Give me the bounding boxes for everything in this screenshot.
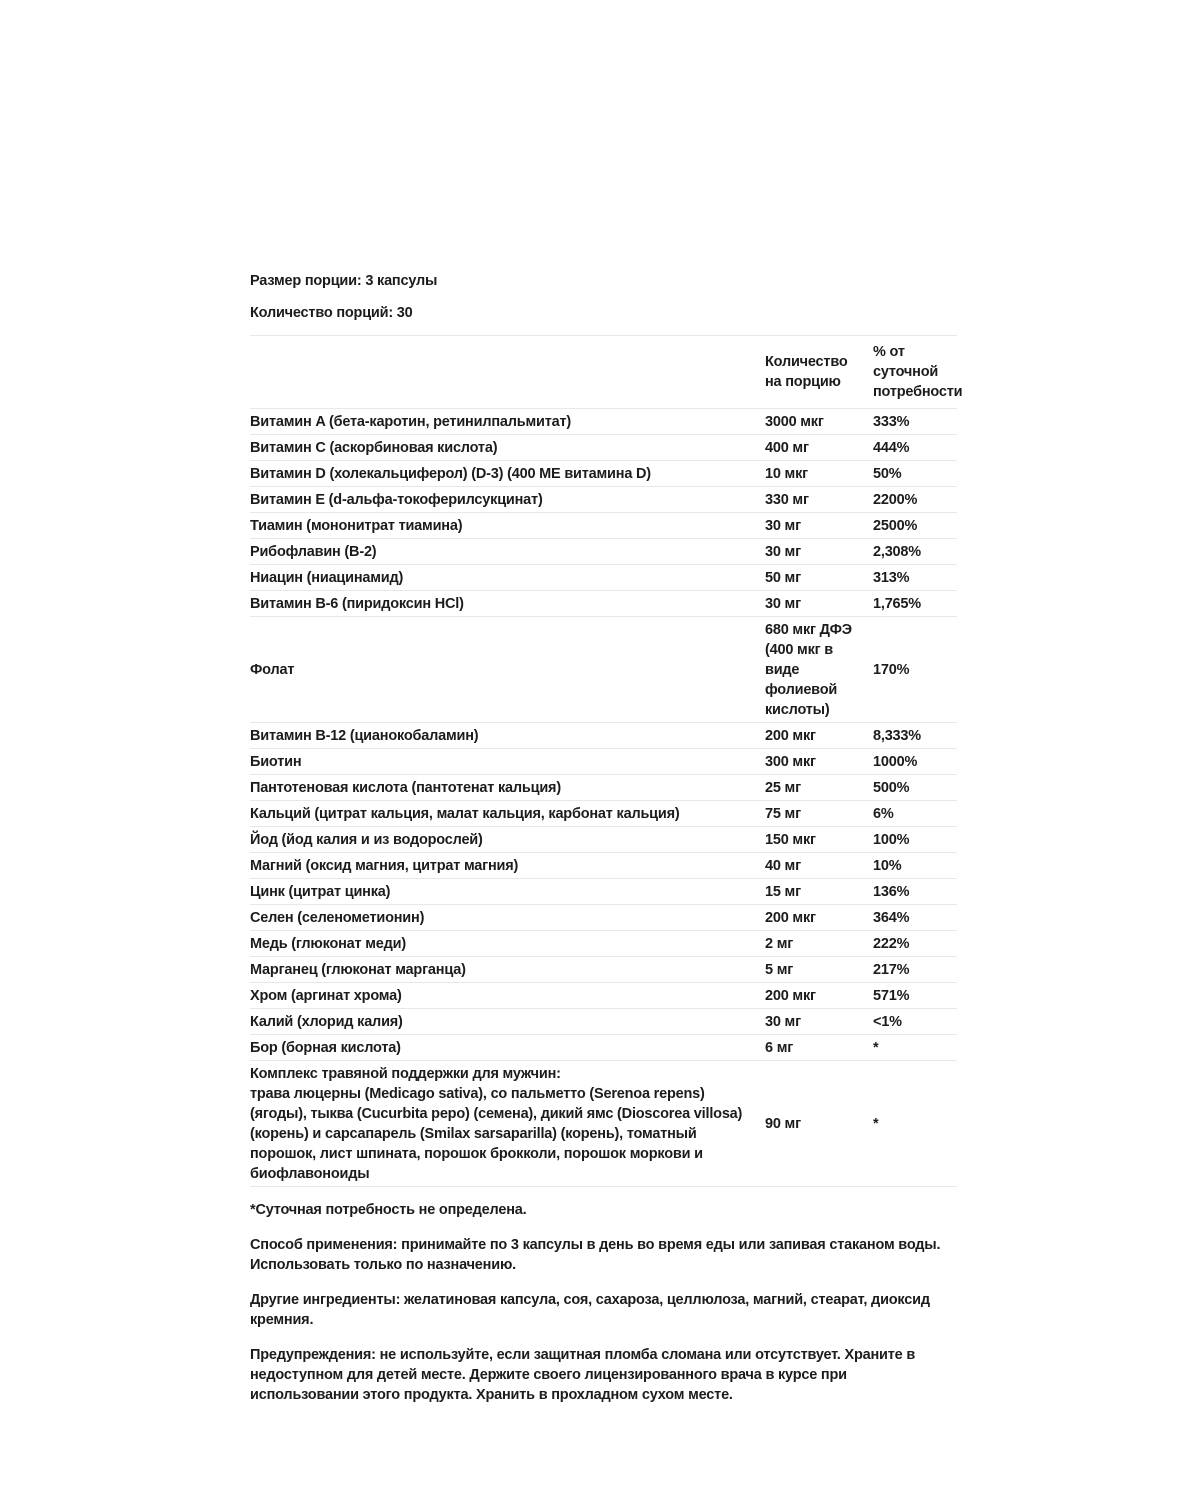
table-row — [250, 905, 957, 931]
row-label: Магний (оксид магния, цитрат магния) — [250, 857, 519, 874]
row-label-cell — [250, 726, 765, 746]
row-label: Селен (селенометионин) — [250, 909, 425, 926]
row-label: Медь (глюконат меди) — [250, 935, 407, 952]
table-row — [250, 591, 957, 617]
row-amount: 300 мкг — [765, 753, 816, 770]
row-label-cell — [250, 934, 765, 954]
row-amount: 400 мг — [765, 439, 809, 456]
row-label: Витамин B-6 (пиридоксин HCl) — [250, 595, 464, 612]
row-label: Биотин — [250, 753, 302, 770]
row-label: Калий (хлорид калия) — [250, 1013, 403, 1030]
row-dv: <1% — [873, 1013, 902, 1030]
servings-per-container-line: Количество порций: 30 — [250, 305, 413, 321]
row-label-cell — [250, 1038, 765, 1058]
table-row — [250, 487, 957, 513]
row-label-cell — [250, 778, 765, 798]
row-label-cell — [250, 568, 765, 588]
table-body — [250, 409, 957, 1187]
row-dv: 222% — [873, 935, 910, 952]
row-label-cell — [250, 1012, 765, 1032]
row-label-cell — [250, 438, 765, 458]
row-label: Пантотеновая кислота (пантотенат кальция) — [250, 779, 561, 796]
row-amount: 30 мг — [765, 595, 801, 612]
row-dv: 100% — [873, 831, 910, 848]
row-amount: 75 мг — [765, 805, 801, 822]
row-dv: 170% — [873, 661, 910, 678]
row-dv: 2500% — [873, 517, 918, 534]
table-row — [250, 931, 957, 957]
row-label: Витамин A (бета-каротин, ретинилпальмитат) — [250, 413, 572, 430]
table-row — [250, 565, 957, 591]
row-label: Витамин C (аскорбиновая кислота) — [250, 439, 498, 456]
row-label: Йод (йод калия и из водорослей) — [250, 831, 483, 848]
table-row — [250, 957, 957, 983]
row-dv: 571% — [873, 987, 910, 1004]
row-label: трава люцерны (Medicago sativa), со пальметто (Serenoa repens) (ягоды), тыква (Cucurbita pepo) (семена), дикий ямс (Dioscorea villosa) (корень) и сарсапарель (Smilax sarsaparilla) (корень), томатный порошок, лист шпината, порошок брокколи, порошок моркови и биофлавоноиды — [250, 1085, 743, 1182]
row-label: Витамин B-12 (цианокобаламин) — [250, 727, 479, 744]
table-row — [250, 853, 957, 879]
row-label: Витамин E (d-альфа-токоферилсукцинат) — [250, 491, 543, 508]
warnings: Предупреждения: не используйте, если защитная пломба сломана или отсутствует. Храните в недоступном для детей месте. Держите своего лицензированного врача в курсе при использовании этого продукта. Хранить в прохладном сухом месте. — [250, 1347, 916, 1403]
row-dv: 1,765% — [873, 595, 921, 612]
row-dv: 2,308% — [873, 543, 921, 560]
row-label: Ниацин (ниацинамид) — [250, 569, 404, 586]
usage-directions: Способ применения: принимайте по 3 капсулы в день во время еды или запивая стаканом воды. Использовать только по назначению. — [250, 1237, 941, 1273]
row-label-cell — [250, 1064, 765, 1184]
table-row — [250, 513, 957, 539]
row-dv: 136% — [873, 883, 910, 900]
row-amount: 3000 мкг — [765, 413, 824, 430]
table-row — [250, 749, 957, 775]
row-label: Марганец (глюконат марганца) — [250, 961, 466, 978]
column-header-amount: Количество на порцию — [765, 354, 848, 390]
table-row — [250, 617, 957, 723]
row-label-cell — [250, 986, 765, 1006]
row-label-cell — [250, 660, 765, 680]
row-label: Тиамин (мононитрат тиамина) — [250, 517, 463, 534]
row-dv: 2200% — [873, 491, 918, 508]
row-label-cell — [250, 542, 765, 562]
other-ingredients: Другие ингредиенты: желатиновая капсула, соя, сахароза, целлюлоза, магний, стеарат, диоксид кремния. — [250, 1292, 930, 1328]
row-label: Фолат — [250, 661, 295, 678]
table-row — [250, 1009, 957, 1035]
table-header-row — [250, 336, 963, 409]
row-amount: 200 мкг — [765, 987, 816, 1004]
dv-footnote: *Суточная потребность не определена. — [250, 1202, 527, 1218]
row-dv: * — [873, 1115, 879, 1132]
row-amount: 150 мкг — [765, 831, 816, 848]
row-amount: 30 мг — [765, 543, 801, 560]
row-label-cell — [250, 464, 765, 484]
row-amount: 330 мг — [765, 491, 809, 508]
row-dv: 217% — [873, 961, 910, 978]
row-dv: 6% — [873, 805, 894, 822]
row-dv: 1000% — [873, 753, 918, 770]
row-amount: 25 мг — [765, 779, 801, 796]
table-row — [250, 409, 957, 435]
row-dv: 313% — [873, 569, 910, 586]
row-label: Кальций (цитрат кальция, малат кальция, карбонат кальция) — [250, 805, 680, 822]
supplement-facts-table — [250, 335, 963, 1187]
row-label-title: Комплекс травяной поддержки для мужчин: — [250, 1065, 561, 1082]
row-dv: 10% — [873, 857, 902, 874]
column-header-dv: % от суточной потребности — [873, 344, 963, 400]
row-label-cell — [250, 412, 765, 432]
row-label-cell — [250, 960, 765, 980]
row-label: Бор (борная кислота) — [250, 1039, 401, 1056]
row-label: Цинк (цитрат цинка) — [250, 883, 391, 900]
row-amount: 2 мг — [765, 935, 794, 952]
row-dv: 333% — [873, 413, 910, 430]
row-label: Рибофлавин (B-2) — [250, 543, 377, 560]
row-amount: 40 мг — [765, 857, 801, 874]
row-label-cell — [250, 856, 765, 876]
row-amount: 30 мг — [765, 517, 801, 534]
table-row — [250, 775, 957, 801]
row-dv: 444% — [873, 439, 910, 456]
row-amount: 50 мг — [765, 569, 801, 586]
row-dv: * — [873, 1039, 879, 1056]
row-amount: 5 мг — [765, 961, 794, 978]
table-row — [250, 539, 957, 565]
row-amount: 90 мг — [765, 1115, 801, 1132]
row-label-cell — [250, 752, 765, 772]
row-label-cell — [250, 882, 765, 902]
row-dv: 8,333% — [873, 727, 921, 744]
row-amount: 6 мг — [765, 1039, 794, 1056]
table-row — [250, 435, 957, 461]
row-amount: 200 мкг — [765, 727, 816, 744]
row-label-cell — [250, 830, 765, 850]
row-dv: 364% — [873, 909, 910, 926]
table-row — [250, 827, 957, 853]
table-row — [250, 723, 957, 749]
row-amount: 200 мкг — [765, 909, 816, 926]
row-dv: 500% — [873, 779, 910, 796]
row-label-cell — [250, 490, 765, 510]
table-row — [250, 461, 957, 487]
row-label-cell — [250, 908, 765, 928]
row-label: Витамин D (холекальциферол) (D-3) (400 МЕ витамина D) — [250, 465, 651, 482]
row-amount: 680 мкг ДФЭ (400 мкг в виде фолиевой кислоты) — [765, 621, 852, 718]
row-amount: 15 мг — [765, 883, 801, 900]
table-row — [250, 1061, 957, 1187]
serving-size-line: Размер порции: 3 капсулы — [250, 273, 438, 289]
row-label-cell — [250, 804, 765, 824]
row-dv: 50% — [873, 465, 902, 482]
row-label-cell — [250, 594, 765, 614]
row-label-cell — [250, 516, 765, 536]
content-column — [250, 271, 963, 1405]
row-amount: 30 мг — [765, 1013, 801, 1030]
table-row — [250, 879, 957, 905]
table-row — [250, 1035, 957, 1061]
table-row — [250, 983, 957, 1009]
row-label: Хром (аргинат хрома) — [250, 987, 402, 1004]
table-row — [250, 801, 957, 827]
row-amount: 10 мкг — [765, 465, 808, 482]
